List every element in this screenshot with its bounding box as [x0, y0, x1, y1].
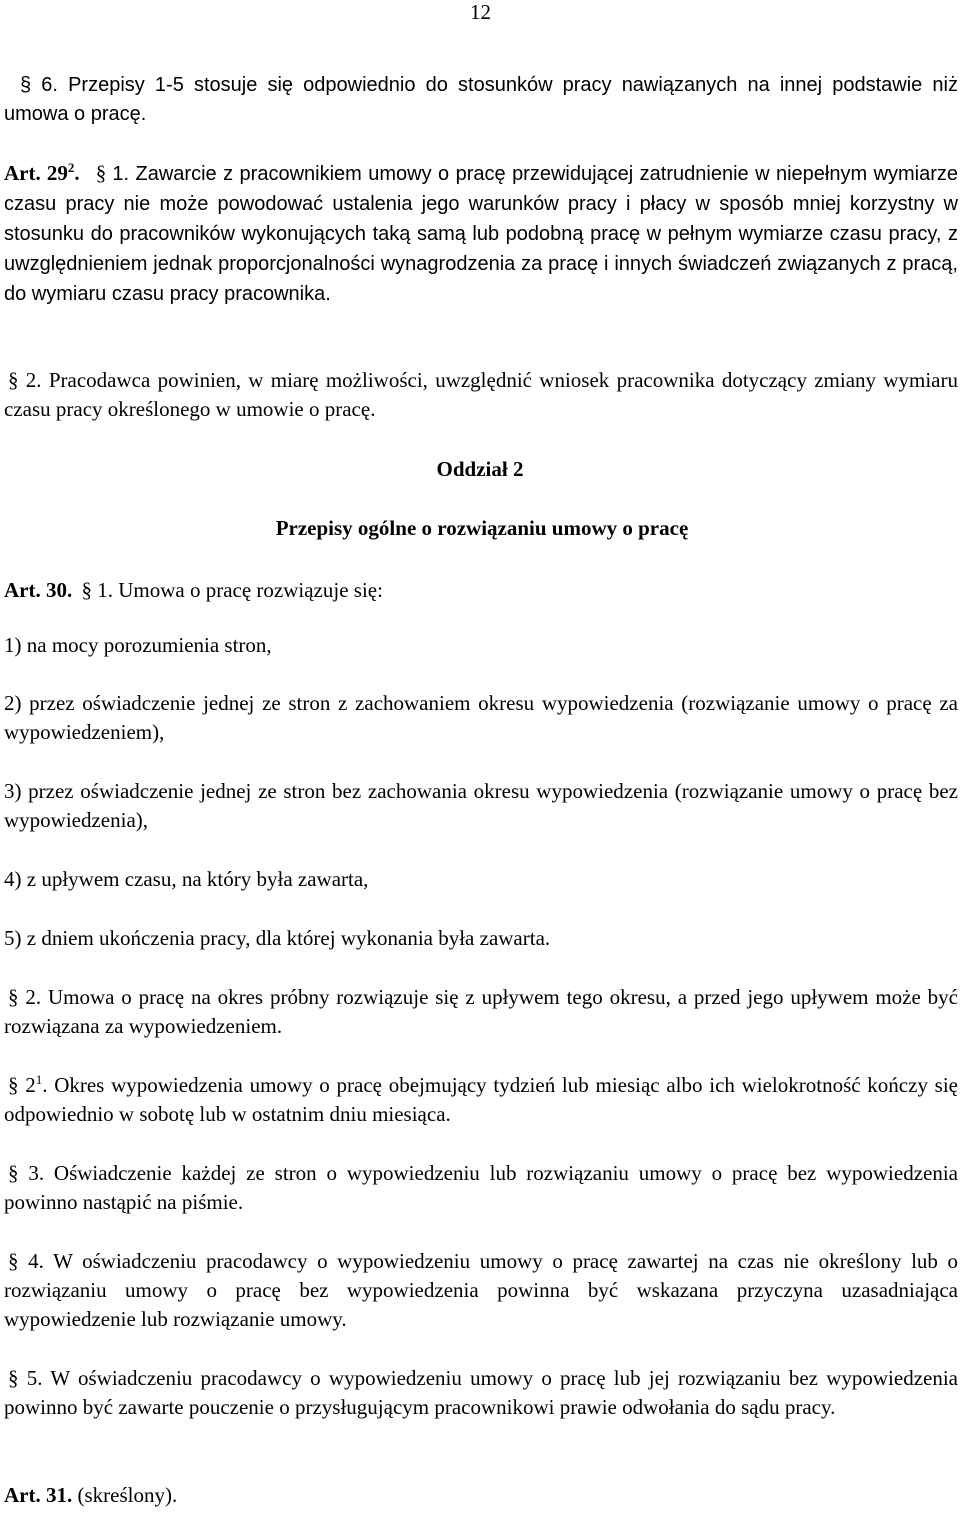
article-30-p4-text: 4. W oświadczeniu pracodawcy o wypowiedzeniu umowy o pracę zawartej na czas nie określony lub o rozwiązaniu umowy o pracę bez wypowiedzenia powinna być wskazana przyczyna uzasadniająca wypowiedzenie lub rozwiązanie umowy. — [4, 1249, 959, 1331]
article-31-text: (skreślony). — [72, 1483, 178, 1507]
article-29-2-text: 1. Zawarcie z pracownikiem umowy o pracę przewidującej zatrudnienie w niepełnym wymiarze czasu pracy nie może powodować ustalenia jego warunków pracy i płacy w sposób mniej korzystny w stosunku do pracowników wykonujących taką samą lub podobną pracę w pełnym wymiarze czasu pracy, z uwzględnieniem jednak proporcjonalności wynagrodzenia za pracę i innych świadczeń związanych z pracą, do wymiaru czasu pracy pracownika. — [4, 163, 959, 305]
list-item: 2) przez oświadczenie jednej ze stron z zachowaniem okresu wypowiedzenia (rozwiązanie umowy o pracę za wypowiedzeniem), — [4, 691, 958, 744]
article-29-2-paragraph-1 — [4, 159, 958, 309]
list-item: 4) z upływem czasu, na który była zawarta, — [4, 867, 369, 891]
paragraph-6-text: Przepisy 1-5 stosuje się odpowiednio do stosunków pracy nawiązanych na innej podstawie niż umowa o pracę. — [4, 74, 958, 125]
paragraph-number: 2 — [25, 1073, 36, 1097]
article-label: Art. 31. — [4, 1483, 73, 1507]
paragraph-number-sup: 1 — [35, 1072, 43, 1087]
paragraph-6 — [4, 71, 958, 129]
section-sign: § — [20, 74, 32, 96]
section-sign: § — [8, 368, 19, 392]
article-label: Art. 30. — [4, 578, 73, 602]
article-29-2-paragraph-2 — [4, 366, 958, 424]
article-30-p2-text: 2. Umowa o pracę na okres próbny rozwiązuje się z upływem tego okresu, a przed jego upływem może być rozwiązana za wypowiedzeniem. — [4, 985, 958, 1038]
section-sign: § — [8, 1073, 19, 1097]
article-30-intro — [4, 576, 958, 605]
article-30-p3-text: 3. Oświadczenie każdej ze stron o wypowiedzeniu lub rozwiązaniu umowy o pracę bez wypowiedzenia powinno nastąpić na piśmie. — [4, 1161, 958, 1214]
division-subtitle: Przepisy ogólne o rozwiązaniu umowy o pracę — [275, 516, 689, 540]
list-item: 1) na mocy porozumienia stron, — [4, 633, 272, 657]
article-label: Art. $29^2$. — [4, 160, 80, 185]
article-30-paragraph-4 — [4, 1247, 958, 1334]
article-30-paragraph-3 — [4, 1159, 958, 1217]
section-sign: § — [81, 578, 92, 602]
article-30-p5-text: 5. W oświadczeniu pracodawcy o wypowiedzeniu umowy o pracę lub jej rozwiązaniu bez wypowiedzenia powinno być zawarte pouczenie o przysługującym pracownikowi prawie odwołania do sądu pracy. — [4, 1366, 959, 1419]
section-sign: § — [8, 1366, 19, 1390]
article-30-intro-text: 1. Umowa o pracę rozwiązuje się: — [97, 578, 383, 602]
article-31 — [4, 1481, 958, 1510]
article-30-paragraph-5 — [4, 1364, 958, 1422]
article-30-paragraph-2-1 — [4, 1071, 958, 1129]
article-30-paragraph-2 — [4, 983, 958, 1041]
article-29-2-p2-text: 2. Pracodawca powinien, w miarę możliwości, uwzględnić wniosek pracownika dotyczący zmiany wymiaru czasu pracy określonego w umowie o pracę. — [4, 368, 958, 421]
section-sign: § — [8, 1249, 19, 1273]
section-sign: § — [95, 161, 107, 185]
section-sign: § — [8, 1161, 19, 1185]
article-30-p21-text: . Okres wypowiedzenia umowy o pracę obejmujący tydzień lub miesiąc albo ich wielokrotność kończy się odpowiednio w sobotę lub w ostatnim dniu miesiąca. — [4, 1073, 959, 1126]
page-number: 12 — [470, 0, 491, 24]
paragraph-6-number: 6. — [41, 74, 58, 96]
section-sign: § — [8, 985, 19, 1009]
division-title: Oddział 2 — [436, 457, 524, 481]
list-item: 5) z dniem ukończenia pracy, dla której wykonania była zawarta. — [4, 926, 551, 950]
list-item: 3) przez oświadczenie jednej ze stron bez zachowania okresu wypowiedzenia (rozwiązanie umowy o pracę bez wypowiedzenia), — [4, 779, 958, 832]
